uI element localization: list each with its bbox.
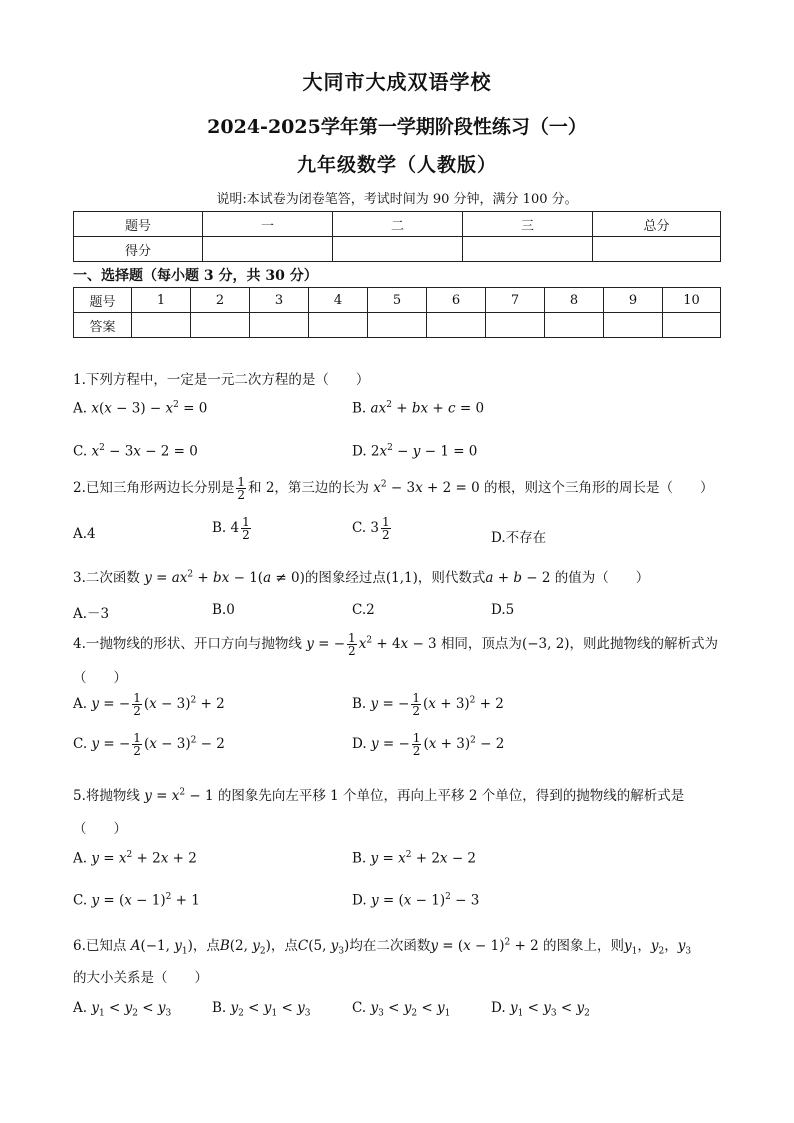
question-4-stem: 4.一抛物线的形状、开口方向与抛物线 y = − $\frac{1}{2}$ $x^2 + 4x - 3$ 相同，顶点为(−3, 2)，则此抛物线的解析式为 — [73, 631, 719, 658]
question-1-option-c: C. $x^2 - 3x - 2 = 0$ — [73, 443, 198, 460]
answer-header-cell: 10 — [663, 288, 721, 313]
question-5-option-d: D. $y = (x - 1)^2 - 3$ — [352, 892, 480, 909]
question-4-option-a: A. y = − $\frac{1}{2}$ $(x - 3)^2 + 2$ — [73, 691, 225, 718]
answer-header-cell: 9 — [604, 288, 663, 313]
exam-title: 2024-2025学年第一学期阶段性练习（一） — [207, 116, 587, 138]
answer-label: 答案 — [74, 313, 132, 338]
exam-note: 说明:本试卷为闭卷笔答，考试时间为 90 分钟，满分 100 分。 — [216, 192, 578, 207]
answer-cell[interactable] — [545, 313, 604, 338]
answer-cell[interactable] — [427, 313, 486, 338]
question-1-option-d: D. $2x^2 - y - 1 = 0$ — [352, 443, 478, 460]
question-3-option-c: C.2 — [352, 602, 375, 618]
answer-cell[interactable] — [368, 313, 427, 338]
answer-header-cell: 8 — [545, 288, 604, 313]
question-1-option-b: B. $ax^2$ + bx + c = 0 — [352, 400, 485, 417]
question-1-option-a: A. $x(x - 3) - x^2 = 0$ — [73, 400, 208, 417]
question-4-option-b: B. y = − $\frac{1}{2}$ $(x + 3)^2 + 2$ — [352, 691, 504, 718]
question-6-stem: 6.已知点 A(−1, $y_1$)，点B(2, $y_2$)，点C(5, $y_3$)均在二次函数$y = (x - 1)^2 + 2$ 的图象上，则$y_1$，$y_2$，$y_3$ — [73, 937, 692, 957]
question-4-option-c: C. y = − $\frac{1}{2}$ $(x - 3)^2 - 2$ — [73, 731, 225, 758]
answer-cell[interactable] — [132, 313, 191, 338]
question-4-option-d: D. y = − $\frac{1}{2}$ $(x + 3)^2 - 2$ — [352, 731, 505, 758]
question-5-stem: 5.将抛物线 $y = x^2 - 1$ 的图象先向左平移 1 个单位，再向上平移 2 个单位，得到的抛物线的解析式是 — [73, 787, 685, 804]
question-2-stem: 2.已知三角形两边长分别是 $\frac{1}{2}$ 和 2，第三边的长为 $x^2 - 3x + 2 = 0$ 的根，则这个三角形的周长是（ ） — [73, 475, 714, 502]
answer-header-cell: 6 — [427, 288, 486, 313]
question-2-option-b: B. 4 $\frac{1}{2}$ — [212, 515, 250, 542]
answer-table — [73, 287, 721, 338]
answer-cell[interactable] — [191, 313, 250, 338]
answer-cell[interactable] — [250, 313, 309, 338]
question-2-option-a: A.4 — [73, 526, 96, 542]
answer-cell[interactable] — [604, 313, 663, 338]
question-3-option-d: D.5 — [491, 602, 515, 618]
answer-header-cell: 4 — [309, 288, 368, 313]
question-6-option-a: A. $y_1 < y_2 < y_3$ — [73, 1000, 172, 1019]
answer-header-cell: 3 — [250, 288, 309, 313]
question-5-bracket: （ ） — [73, 821, 127, 837]
question-5-option-b: B. $y = x^2 + 2x - 2$ — [352, 850, 477, 867]
score-cell: 题号 — [74, 212, 203, 237]
question-5-option-a: A. $y = x^2 + 2x + 2$ — [73, 850, 197, 867]
subject-title: 九年级数学（人教版） — [296, 154, 497, 176]
question-4-bracket: （ ） — [73, 670, 127, 686]
score-cell[interactable] — [593, 237, 721, 262]
answer-header-cell: 1 — [132, 288, 191, 313]
score-cell[interactable] — [203, 237, 333, 262]
score-cell: 三 — [463, 212, 593, 237]
score-cell[interactable] — [333, 237, 463, 262]
answer-header-cell: 题号 — [74, 288, 132, 313]
question-6-stem-line2: 的大小关系是（ ） — [73, 970, 208, 986]
score-cell: 二 — [333, 212, 463, 237]
question-5-option-c: C. $y = (x - 1)^2 + 1$ — [73, 892, 200, 909]
question-6-option-d: D. $y_1 < y_3 < y_2$ — [491, 1000, 590, 1019]
score-cell[interactable] — [463, 237, 593, 262]
question-1-stem: 1.下列方程中，一定是一元二次方程的是（ ） — [73, 372, 370, 388]
score-cell: 总分 — [593, 212, 721, 237]
question-6-option-c: C. $y_3 < y_2 < y_1$ — [352, 1000, 451, 1019]
score-cell: 得分 — [74, 237, 203, 262]
school-name: 大同市大成双语学校 — [302, 70, 492, 94]
question-2-option-d: D.不存在 — [491, 530, 547, 546]
score-cell: 一 — [203, 212, 333, 237]
answer-header-cell: 5 — [368, 288, 427, 313]
answer-cell[interactable] — [663, 313, 721, 338]
question-6-option-b: B. $y_2 < y_1 < y_3$ — [212, 1000, 311, 1019]
score-table — [73, 211, 721, 262]
answer-header-cell: 2 — [191, 288, 250, 313]
question-2-option-c: C. 3 $\frac{1}{2}$ — [352, 515, 390, 542]
answer-cell[interactable] — [309, 313, 368, 338]
section-title: 一、选择题（每小题 3 分，共 30 分） — [73, 268, 318, 284]
question-3-option-b: B.0 — [212, 602, 235, 618]
answer-cell[interactable] — [486, 313, 545, 338]
question-3-stem: 3.二次函数 $y = ax^2$ + bx − 1(a ≠ 0)的图象经过点(1,1)，则代数式a + b − 2 的值为（ ） — [73, 569, 650, 586]
answer-header-cell: 7 — [486, 288, 545, 313]
question-3-option-a: A.－3 — [73, 606, 110, 622]
